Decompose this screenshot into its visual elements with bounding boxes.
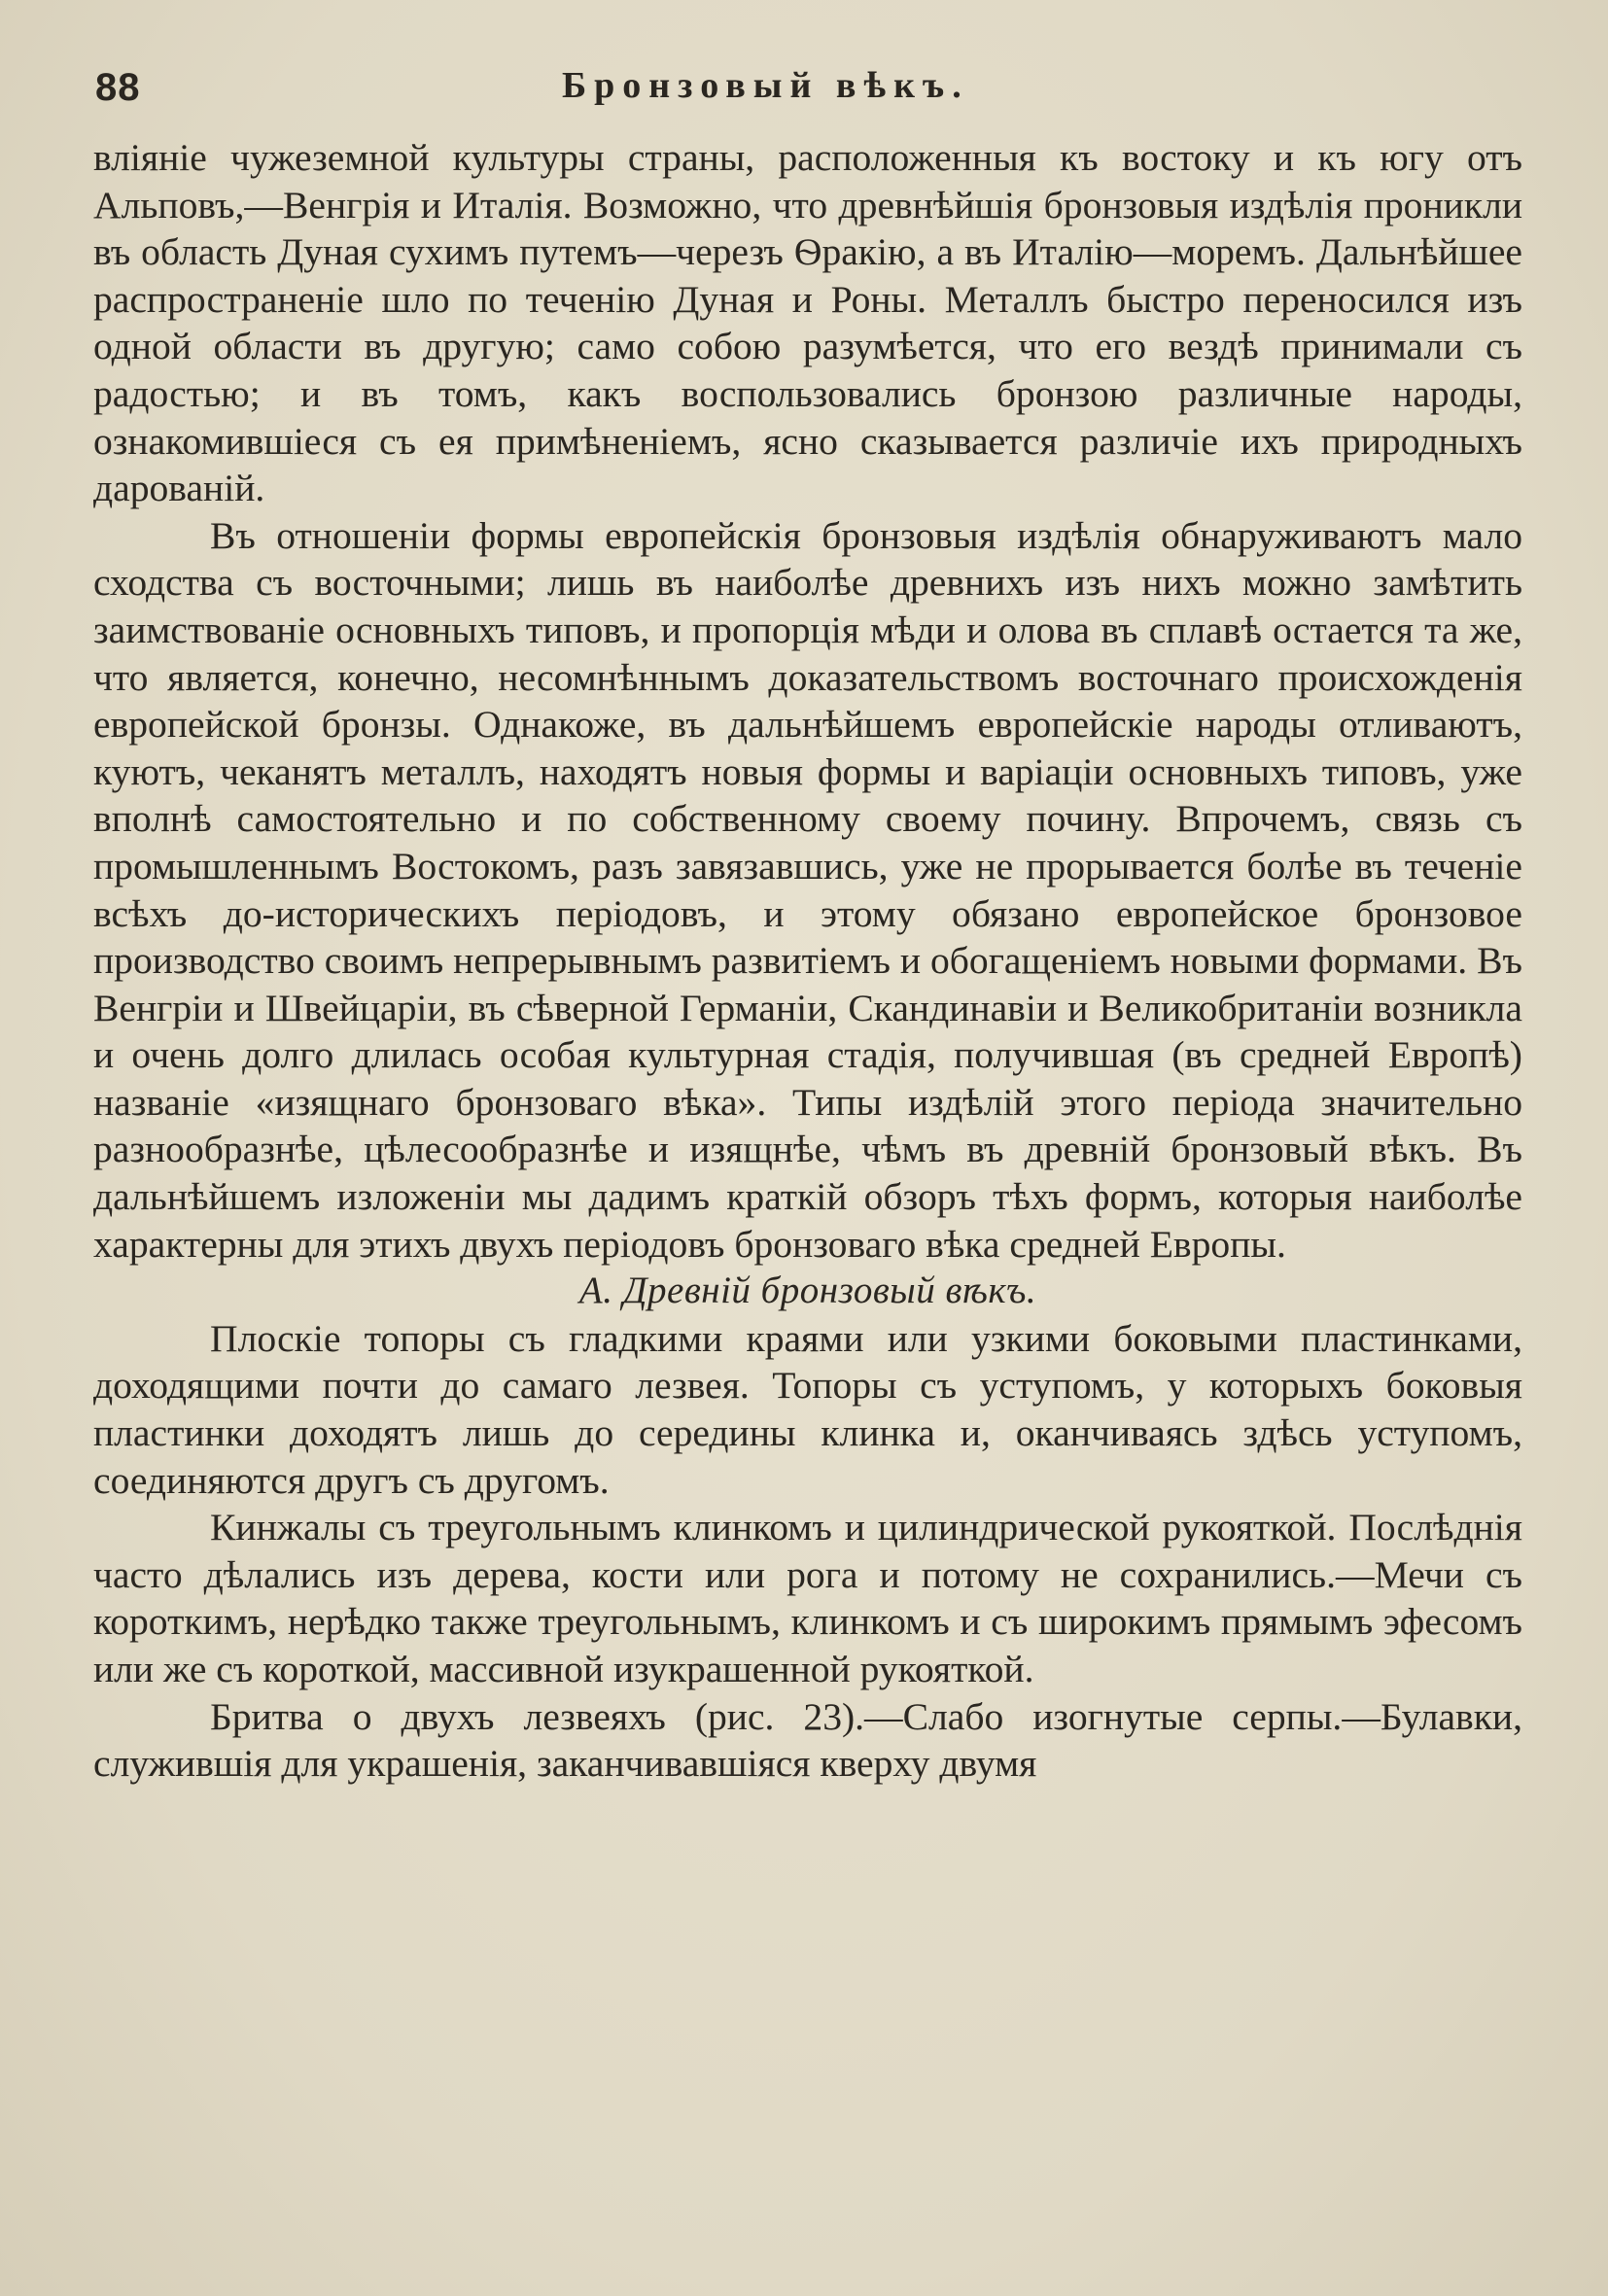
paragraph-european-bronze: Въ отношеніи формы европейскія бронзовыя издѣлія обнаруживаютъ мало сходства съ восточными; лишь въ наиболѣе древнихъ изъ нихъ можно замѣтить заимствованіе основныхъ типовъ, и пропорція мѣди и олова въ сплавѣ остается та же, что является, конечно, несомнѣннымъ доказательствомъ восточнаго происхожденія европейской бронзы. Однакоже, въ дальнѣйшемъ европейскіе народы отливаютъ, куютъ, чеканятъ металлъ, находятъ новыя формы и варіаціи основныхъ типовъ, уже вполнѣ самостоятельно и по собственному своему почину. Впрочемъ, связь съ промышленнымъ Востокомъ, разъ завязавшись, уже не прорывается болѣе въ теченіе всѣхъ до-историческихъ періодовъ, и этому обязано европейское бронзовое производство своимъ непрерывнымъ развитіемъ и обогащеніемъ новыми формами. Въ Венгріи и Швейцаріи, въ сѣверной Германіи, Скандинавіи и Великобританіи возникла и очень долго длилась особая культурная стадія, получившая (въ средней Европѣ) названіе «изящнаго бронзоваго вѣка». Типы издѣлій этого періода значительно разнообразнѣе, цѣлесообразнѣе и изящнѣе, чѣмъ въ древній бронзовый вѣкъ. Въ дальнѣйшемъ изложеніи мы дадимъ краткій обзоръ тѣхъ формъ, которыя наиболѣе характерны для этихъ двухъ періодовъ бронзоваго вѣка средней Европы. [93, 513, 1522, 1266]
page-number: 88 [95, 66, 141, 109]
running-title: Бронзовый вѣкъ. [562, 65, 969, 106]
paragraph-continued: вліяніе чужеземной культуры страны, расположенныя къ востоку и къ югу отъ Альповъ,—Венгрія и Италія. Возможно, что древнѣйшія бронзовыя издѣлія проникли въ область Дуная сухимъ путемъ—черезъ Ѳракію, а въ Италію—моремъ. Дальнѣйшее распространеніе шло по теченію Дуная и Роны. Металлъ быстро переносился изъ одной области въ другую; само собою разумѣется, что его вездѣ принимали съ радостью; и въ томъ, какъ воспользовались бронзою различные народы, ознакомившіеся съ ея примѣненіемъ, ясно сказывается различіе ихъ природныхъ дарованій. [93, 136, 1522, 510]
paragraph-daggers: Кинжалы съ треугольнымъ клинкомъ и цилиндрической рукояткой. Послѣднія часто дѣлались изъ дерева, кости или рога и потому не сохранились.—Мечи съ короткимъ, нерѣдко также треугольнымъ, клинкомъ и съ широкимъ прямымъ эфесомъ или же съ короткой, массивной изукрашенной рукояткой. [93, 1506, 1522, 1690]
page-header [95, 60, 1534, 119]
section-heading: А. Древній бронзовый вѣкъ. [578, 1270, 1037, 1312]
paragraph-axes: Плоскіе топоры съ гладкими краями или узкими боковыми пластинками, доходящими почти до самаго лезвея. Топоры съ уступомъ, у которыхъ боковыя пластинки доходятъ лишь до середины клинка и, оканчиваясь здѣсь уступомъ, соединяются другъ съ другомъ. [93, 1316, 1522, 1502]
main-text [93, 134, 1522, 1788]
paragraph-razors: Бритва о двухъ лезвеяхъ (рис. 23).—Слабо изогнутые серпы.—Булавки, служившія для украшенія, заканчивавшіяся кверху двумя [93, 1694, 1522, 1786]
